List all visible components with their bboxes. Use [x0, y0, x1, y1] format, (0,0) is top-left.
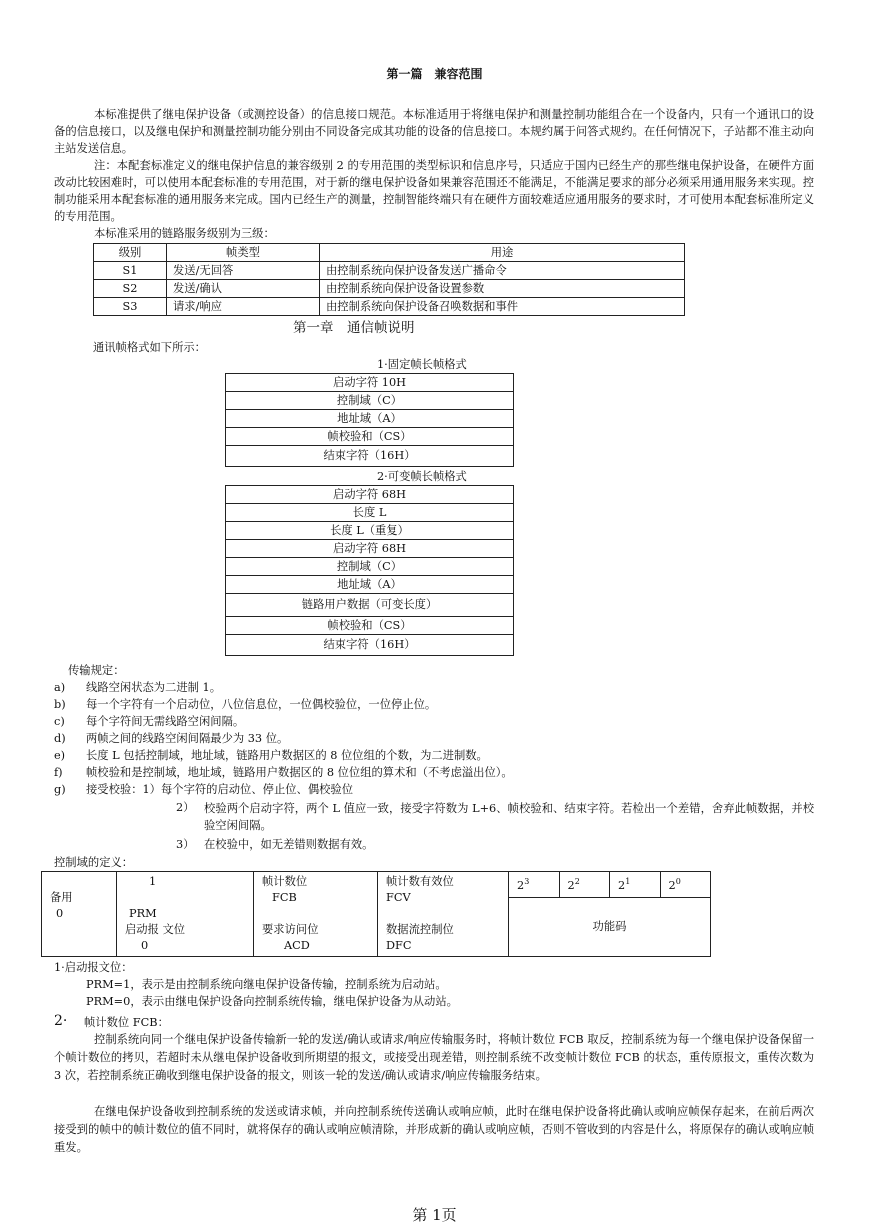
control-field-table	[41, 871, 711, 957]
table-cell: 由控制系统向保护设备设置参数	[320, 280, 685, 298]
frame-field: 控制域（C）	[226, 558, 514, 576]
frame-field: 帧校验和（CS）	[226, 617, 514, 635]
spare-bit-label: 备用	[50, 891, 73, 904]
frame-field: 链路用户数据（可变长度）	[226, 594, 514, 617]
list-item: 帧校验和是控制域，地址域，链路用户数据区的 8 位位组的算术和（不考虑溢出位）。	[86, 766, 513, 779]
check-item: 校验两个启动字符，两个 L 值应一致，接受字符数为 L+6、帧校验和、结束字符。若检出一个差错，舍弃此帧数据，并校验空闲间隔。	[204, 802, 814, 832]
frame-field: 控制域（C）	[226, 392, 514, 410]
table-cell: 发送/无回答	[167, 262, 320, 280]
dfc-name: 数据流控制位	[386, 923, 454, 936]
bit-base: 2	[618, 878, 626, 892]
prm-name: 启动报 文位	[125, 923, 186, 936]
bit-base: 2	[567, 878, 575, 892]
chapter-title: 第一章 通信帧说明	[293, 320, 415, 336]
spare-bit-value: 0	[56, 907, 64, 920]
variable-frame-table	[225, 485, 514, 656]
control-field-title: 控制域的定义：	[54, 856, 134, 869]
fcb-paragraph-1: 控制系统向同一个继电保护设备传输新一轮的发送/确认或请求/响应传输服务时，将帧计数位 FCB 取反，控制系统为每一个继电保护设备保留一个帧计数位的拷贝，若超时未从继电保护设备收到所期望的报文，或接受出现差错，则控制系统不改变帧计数位 FCB 的状态，重传原报文，重传次数为 3 次，若控制系统正确收到继电保护设备的报文，则该一轮的发送/确认或请求/响应传输服务结束。	[54, 1033, 814, 1082]
acd-name: 要求访问位	[262, 923, 319, 936]
fcb-name: 帧计数位	[262, 875, 308, 888]
fcv-name: 帧计数有效位	[386, 875, 454, 888]
service-level-table	[93, 243, 685, 316]
function-code-cell: 功能码	[509, 897, 711, 956]
frame-field: 启动字符 68H	[226, 486, 514, 504]
frame-field: 结束字符（16H）	[226, 635, 514, 656]
table-header-row	[94, 244, 685, 262]
bit-exponent: 0	[675, 877, 681, 886]
bit-base: 2	[668, 878, 676, 892]
frame-format-intro: 通讯帧格式如下所示：	[93, 341, 206, 354]
fixed-frame-table	[225, 373, 514, 467]
check-item: 在校验中，如无差错则数据有效。	[204, 838, 374, 851]
list-item-label: b)	[54, 698, 66, 711]
document-title: 第一篇 兼容范围	[386, 67, 483, 81]
list-item-label: e)	[54, 749, 66, 762]
list-item: 线路空闲状态为二进制 1。	[86, 681, 222, 694]
table-header: 帧类型	[167, 244, 320, 262]
prm-abbr: PRM	[129, 907, 157, 920]
table-cell: 由控制系统向保护设备召唤数据和事件	[320, 298, 685, 316]
table-header: 级别	[94, 244, 167, 262]
bit-weight-cell	[509, 872, 560, 898]
prm-bit-cell	[117, 872, 254, 957]
fcb-abbr: FCB	[272, 891, 297, 904]
list-item: 接受校验：1）每个字符的启动位、停止位、偶校验位	[86, 783, 354, 796]
bit-weight-cell	[610, 872, 661, 898]
table-row	[94, 298, 685, 316]
transfer-rules-title: 传输规定：	[68, 664, 125, 677]
table-cell: S3	[94, 298, 167, 316]
list-item: 每一个字符有一个启动位，八位信息位，一位偶校验位，一位停止位。	[86, 698, 437, 711]
check-item-number: 2）	[176, 801, 195, 814]
fcb-paragraph-2: 在继电保护设备收到控制系统的发送或请求帧，并向控制系统传送确认或响应帧，此时在继电保护设备将此确认或响应帧保存起来，在前后两次接受到的帧中的帧计数位的值不同时，就将保存的确认或响应帧清除，并形成新的确认或响应帧，否则不管收到的内容是什么，将原保存的确认或响应帧重发。	[54, 1105, 814, 1154]
bit-exponent: 3	[524, 877, 530, 886]
bit-weight-cell	[660, 872, 711, 898]
frame-field: 地址域（A）	[226, 410, 514, 428]
frame-field: 长度 L	[226, 504, 514, 522]
list-item: 长度 L 包括控制域，地址域，链路用户数据区的 8 位位组的个数，为二进制数。	[86, 749, 488, 762]
bit-base: 2	[517, 878, 525, 892]
frame-field: 长度 L（重复）	[226, 522, 514, 540]
fixed-frame-caption: 1·固定帧长帧格式	[377, 358, 467, 371]
table-row	[94, 280, 685, 298]
list-item: 每个字符间无需线路空闲间隔。	[86, 715, 245, 728]
prm-value: 1	[149, 875, 157, 888]
fcb-acd-cell	[254, 872, 378, 957]
fcb-section-title: 帧计数位 FCB：	[84, 1016, 169, 1029]
table-cell: S2	[94, 280, 167, 298]
prm0-description: PRM=0，表示由继电保护设备向控制系统传输，继电保护设备为从动站。	[86, 995, 458, 1008]
prm-section-title: 1·启动报文位：	[54, 961, 133, 974]
check-item-number: 3）	[176, 838, 195, 851]
acd-abbr: ACD	[284, 939, 310, 952]
fcv-dfc-cell	[378, 872, 509, 957]
intro-paragraph-2: 注：本配套标准定义的继电保护信息的兼容级别 2 的专用范围的类型标识和信息序号，只适应于国内已经生产的那些继电保护设备，在硬件方面改动比较困难时，可以使用本配套标准的专用范围，对于新的继电保护设备如果兼容范围还不能满足，不能满足要求的部分必须采用通用服务来实现。控制功能采用本配套标准的通用服务来完成。国内已经生产的测量，控制智能终端只有在硬件方面较难适应通用服务的要求时，才可使用本配套标准所定义的专用范围。	[54, 159, 814, 223]
table-cell: 请求/响应	[167, 298, 320, 316]
bit-weight-cell	[559, 872, 610, 898]
list-item-label: a)	[54, 681, 66, 694]
fcv-abbr: FCV	[386, 891, 411, 904]
bit-exponent: 2	[574, 877, 580, 886]
dfc-abbr: DFC	[386, 939, 412, 952]
frame-field: 帧校验和（CS）	[226, 428, 514, 446]
table-cell: 由控制系统向保护设备发送广播命令	[320, 262, 685, 280]
fcb-section-number: 2·	[54, 1013, 68, 1029]
table-row	[94, 262, 685, 280]
prm1-description: PRM=1，表示是由控制系统向继电保护设备传输，控制系统为启动站。	[86, 978, 447, 991]
frame-field: 地址域（A）	[226, 576, 514, 594]
table-cell: S1	[94, 262, 167, 280]
list-item-label: g)	[54, 783, 66, 796]
intro-paragraph-1: 本标准提供了继电保护设备（或测控设备）的信息接口规范。本标准适用于将继电保护和测量控制功能组合在一个设备内，只有一个通讯口的设备的信息接口，以及继电保护和测量控制功能分别由不同设备完成其功能的设备的信息接口。本规约属于问答式规约。在任何情况下，子站都不准主动向主站发送信息。	[54, 108, 814, 155]
list-item-label: c)	[54, 715, 65, 728]
list-item-label: f)	[54, 766, 63, 779]
page-number: 第 1页	[412, 1206, 457, 1224]
table-cell: 发送/确认	[167, 280, 320, 298]
prm-bottom-value: 0	[141, 939, 149, 952]
spare-bit-cell	[42, 872, 117, 957]
frame-field: 启动字符 10H	[226, 374, 514, 392]
list-item-label: d)	[54, 732, 66, 745]
bit-exponent: 1	[625, 877, 631, 886]
list-item: 两帧之间的线路空闲间隔最少为 33 位。	[86, 732, 289, 745]
service-level-intro: 本标准采用的链路服务级别为三级：	[94, 227, 275, 240]
table-header: 用途	[320, 244, 685, 262]
frame-field: 启动字符 68H	[226, 540, 514, 558]
variable-frame-caption: 2·可变帧长帧格式	[377, 470, 467, 483]
frame-field: 结束字符（16H）	[226, 446, 514, 467]
